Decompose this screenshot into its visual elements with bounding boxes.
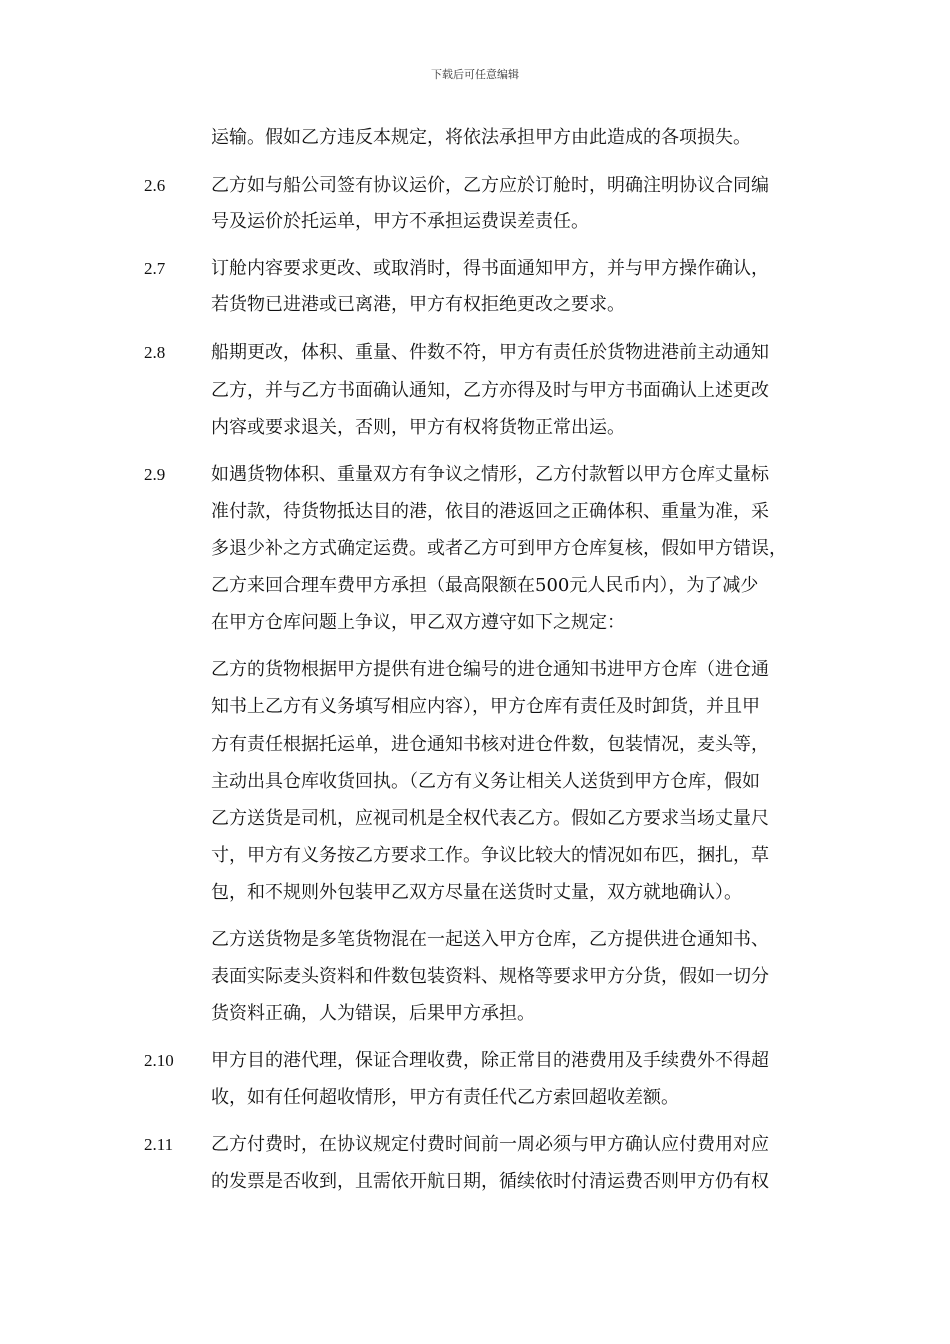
text-line: 乙方送货是司机，应视司机是全权代表乙方。假如乙方要求当场丈量尺 (211, 808, 769, 829)
clause-number: 2.10 (144, 1051, 174, 1070)
text-line: 货资料正确，人为错误，后果甲方承担。 (211, 1003, 535, 1024)
text-line: 若货物已进港或已离港，甲方有权拒绝更改之要求。 (211, 294, 625, 315)
text-line: 寸，甲方有义务按乙方要求工作。争议比较大的情况如布匹，捆扎，草 (211, 845, 769, 866)
text-line: 知书上乙方有义务填写相应内容），甲方仓库有责任及时卸货，并且甲 (211, 696, 760, 717)
text-line: 乙方如与船公司签有协议运价，乙方应於订舱时，明确注明协议合同编 (211, 175, 769, 196)
text-line: 包，和不规则外包装甲乙双方尽量在送货时丈量，双方就地确认）。 (211, 882, 742, 903)
text-line: 收，如有任何超收情形，甲方有责任代乙方索回超收差额。 (211, 1087, 679, 1108)
text-line: 方有责任根据托运单，进仓通知书核对进仓件数，包装情况，麦头等， (211, 734, 769, 755)
clause-number: 2.8 (144, 343, 166, 362)
clause-number: 2.6 (144, 176, 166, 195)
text-line: 乙方送货物是多笔货物混在一起送入甲方仓库，乙方提供进仓通知书、 (211, 929, 769, 950)
text-line: 乙方的货物根据甲方提供有进仓编号的进仓通知书进甲方仓库（进仓通 (211, 659, 769, 680)
clause-number: 2.11 (144, 1135, 174, 1154)
text-line: 甲方目的港代理，保证合理收费，除正常目的港费用及手续费外不得超 (211, 1050, 769, 1071)
text-line: 的发票是否收到，且需依开航日期，循续依时付清运费否则甲方仍有权 (211, 1171, 769, 1192)
text-line: 乙方来回合理车费甲方承担（最高限额在500元人民币内），为了减少 (211, 575, 759, 596)
text-line: 内容或要求退关，否则，甲方有权将货物正常出运。 (211, 417, 625, 438)
text-line: 乙方付费时，在协议规定付费时间前一周必须与甲方确认应付费用对应 (211, 1134, 769, 1155)
text-line: 乙方，并与乙方书面确认通知，乙方亦得及时与甲方书面确认上述更改 (211, 380, 769, 401)
text-line: 号及运价於托运单，甲方不承担运费误差责任。 (211, 211, 589, 232)
text-line: 如遇货物体积、重量双方有争议之情形，乙方付款暂以甲方仓库丈量标 (211, 464, 769, 485)
text-line: 船期更改，体积、重量、件数不符，甲方有责任於货物进港前主动通知 (211, 342, 769, 363)
text-line: 表面实际麦头资料和件数包装资料、规格等要求甲方分货，假如一切分 (211, 966, 769, 987)
text-line: 运输。假如乙方违反本规定，将依法承担甲方由此造成的各项损失。 (211, 127, 751, 148)
clause-number: 2.7 (144, 259, 166, 278)
page-header: 下载后可任意编辑 (431, 68, 519, 81)
text-line: 多退少补之方式确定运费。或者乙方可到甲方仓库复核，假如甲方错误， (211, 538, 787, 559)
text-line: 准付款，待货物抵达目的港，依目的港返回之正确体积、重量为准，采 (211, 501, 769, 522)
clause-number: 2.9 (144, 465, 166, 484)
text-line: 订舱内容要求更改、或取消时，得书面通知甲方，并与甲方操作确认， (211, 258, 769, 279)
text-line: 在甲方仓库问题上争议，甲乙双方遵守如下之规定： (211, 612, 625, 633)
text-line: 主动出具仓库收货回执。（乙方有义务让相关人送货到甲方仓库，假如 (211, 771, 760, 792)
